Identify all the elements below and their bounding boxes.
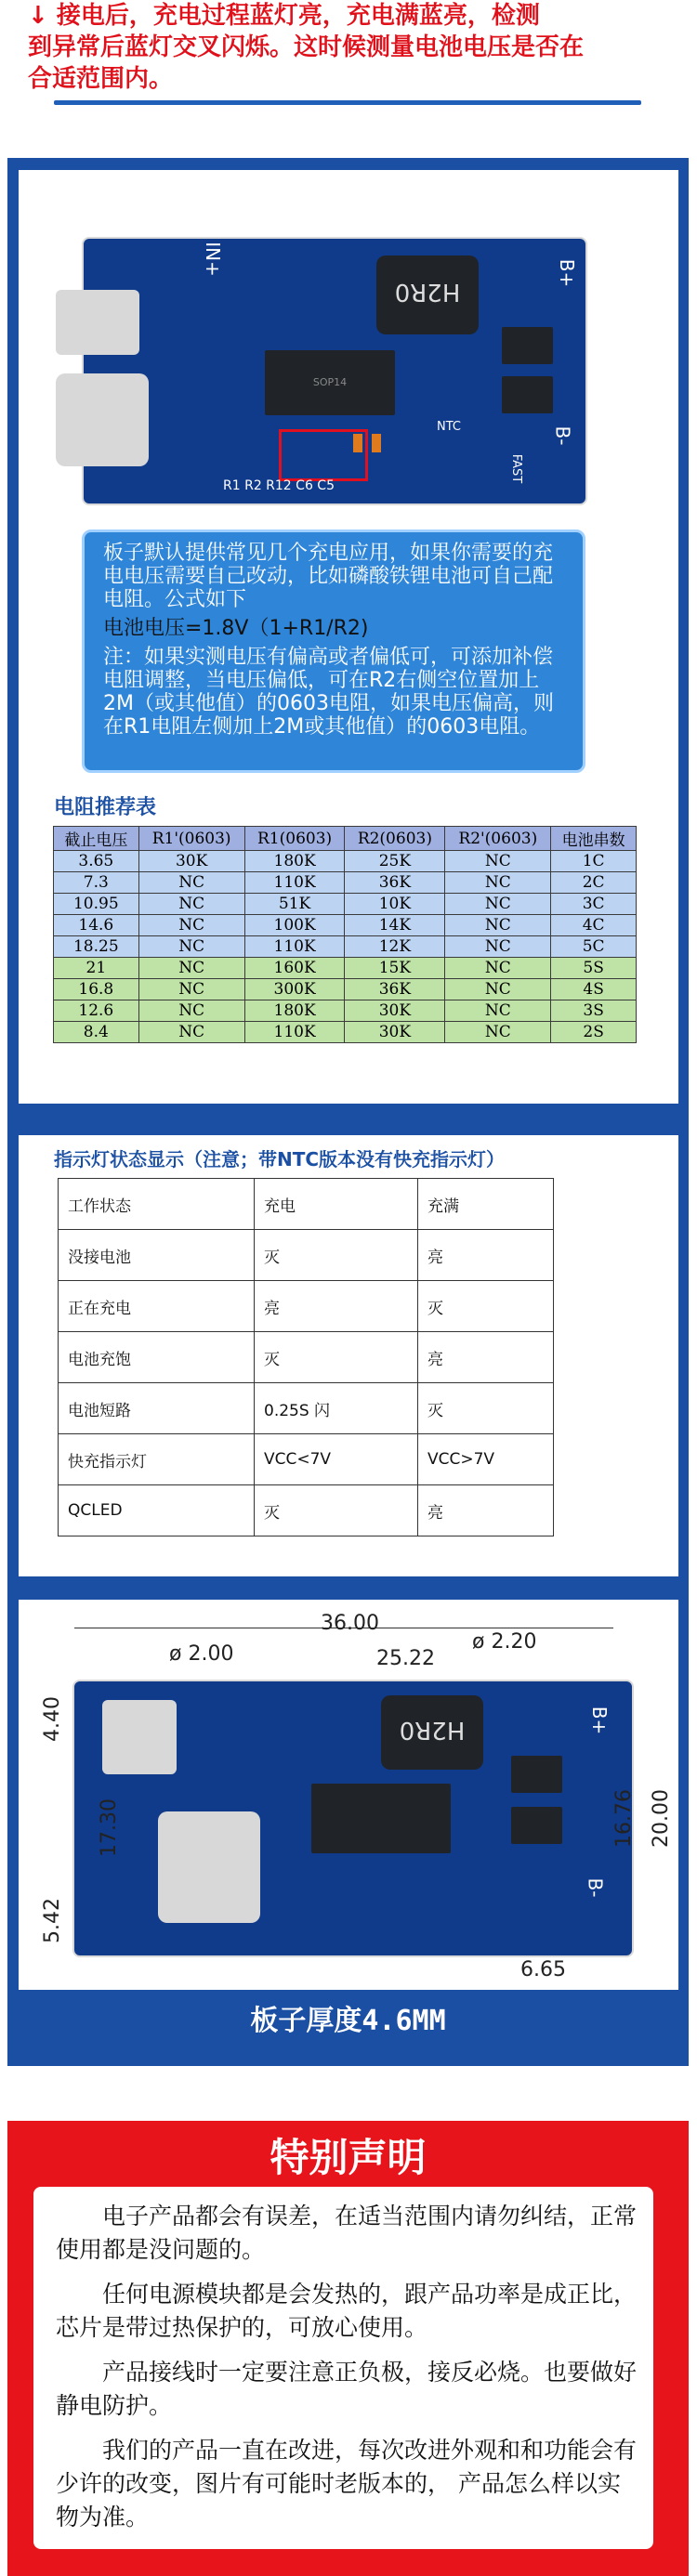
table-cell: 灭 — [255, 1485, 418, 1536]
intro-line-1: ↓ 接电后，充电过程蓝灯亮，充电满蓝亮，检测 — [28, 2, 540, 30]
table-cell: 100K — [244, 915, 345, 936]
table-cell: 充满 — [418, 1179, 554, 1230]
table-row — [54, 1022, 637, 1043]
table-cell: NC — [138, 936, 244, 958]
mosfet-2 — [502, 376, 553, 413]
ic-chip — [311, 1784, 451, 1853]
table-cell: 0.25S 闪 — [255, 1383, 418, 1434]
table-cell: 10K — [345, 894, 445, 915]
usb-micro-port — [56, 290, 139, 355]
dim-right-outer: 20.00 — [649, 1789, 673, 1848]
table-cell: NC — [445, 894, 551, 915]
usb-c-port — [158, 1811, 260, 1923]
table-cell: 灭 — [418, 1281, 554, 1332]
mosfet-1 — [502, 327, 553, 364]
table-cell: 5S — [551, 958, 637, 979]
board-photo-top — [82, 237, 587, 505]
table-cell: 1C — [551, 851, 637, 872]
dim-span: 25.22 — [376, 1647, 435, 1670]
table-cell: 7.3 — [54, 872, 139, 894]
formula-note — [82, 530, 585, 773]
inductor — [376, 255, 479, 334]
table-cell: 灭 — [255, 1230, 418, 1281]
ntc-label: NTC — [437, 420, 461, 434]
table-cell: NC — [445, 958, 551, 979]
header-cell: 截止电压 — [54, 827, 139, 851]
status-table-title: 指示灯状态显示（注意；带NTC版本没有快充指示灯） — [54, 1148, 506, 1170]
b-plus-label: B+ — [588, 1706, 612, 1735]
table-cell: 12K — [345, 936, 445, 958]
table-row — [59, 1230, 554, 1281]
table-cell: 亮 — [418, 1485, 554, 1536]
table-cell: 160K — [244, 958, 345, 979]
dim-bottom: 6.65 — [520, 1958, 566, 1981]
table-cell: 5C — [551, 936, 637, 958]
table-cell: 25K — [345, 851, 445, 872]
table-cell: 36K — [345, 872, 445, 894]
board-photo-dimensions — [72, 1680, 634, 1957]
table-cell: NC — [138, 1000, 244, 1022]
resistor-table — [53, 826, 637, 1043]
table-cell: NC — [138, 894, 244, 915]
mosfet-2 — [511, 1807, 562, 1844]
table-row — [54, 958, 637, 979]
table-row — [59, 1383, 554, 1434]
ic-label: SOP14 — [312, 376, 348, 388]
table-cell: 4S — [551, 979, 637, 1000]
dim-left-bottom: 5.42 — [40, 1898, 64, 1943]
table-row — [54, 872, 637, 894]
table-cell: NC — [445, 1000, 551, 1022]
table-cell: 3.65 — [54, 851, 139, 872]
table-cell: 30K — [345, 1000, 445, 1022]
table-cell: 正在充电 — [59, 1281, 255, 1332]
in-plus-label: IN+ — [201, 242, 224, 277]
table-cell: 快充指示灯 — [59, 1434, 255, 1485]
table-cell: NC — [445, 915, 551, 936]
table-cell: NC — [445, 851, 551, 872]
b-minus-label: B- — [551, 425, 574, 446]
table-cell: 8.4 — [54, 1022, 139, 1043]
table-cell: 亮 — [418, 1230, 554, 1281]
mosfet-1 — [511, 1756, 562, 1793]
header-cell: 电池串数 — [551, 827, 637, 851]
declaration-paragraph: 电子产品都会有误差，在适当范围内请勿纠结，正常使用都是没问题的。 — [56, 2203, 638, 2263]
table-cell: NC — [138, 958, 244, 979]
intro-line-3: 合适范围内。 — [28, 65, 174, 93]
declaration-paragraph: 产品接线时一定要注意正负极，接反必烧。也要做好静电防护。 — [56, 2359, 638, 2419]
table-cell: VCC<7V — [255, 1434, 418, 1485]
ic-chip — [265, 350, 395, 415]
resistor-labels: R1 R2 R12 C6 C5 — [223, 478, 335, 493]
table-cell: NC — [445, 936, 551, 958]
b-plus-label: B+ — [556, 258, 579, 288]
table-cell: 36K — [345, 979, 445, 1000]
inductor — [381, 1695, 483, 1770]
table-row — [54, 851, 637, 872]
declaration-paragraph: 我们的产品一直在改进，每次改进外观和和功能会有少许的改变，图片有可能时老版本的， 产品怎么样以实物为准。 — [56, 2437, 638, 2530]
table-cell: 灭 — [418, 1383, 554, 1434]
formula: 电池电压=1.8V（1+R1/R2) — [103, 617, 369, 640]
header-cell: R2'(0603) — [445, 827, 551, 851]
dim-width: 36.00 — [321, 1612, 379, 1635]
table-cell: 30K — [345, 1022, 445, 1043]
table-row — [54, 915, 637, 936]
led-orange — [372, 434, 381, 452]
header-cell: R1(0603) — [244, 827, 345, 851]
declaration-title: 特别声明 — [270, 2135, 427, 2180]
table-cell: NC — [138, 1022, 244, 1043]
table-cell: NC — [138, 979, 244, 1000]
table-row — [54, 979, 637, 1000]
table-cell: NC — [445, 979, 551, 1000]
table-cell: 电池充饱 — [59, 1332, 255, 1383]
table-cell: 10.95 — [54, 894, 139, 915]
table-cell: 充电 — [255, 1179, 418, 1230]
dim-hole-left: ø 2.00 — [169, 1642, 234, 1666]
table-cell: 15K — [345, 958, 445, 979]
table-cell: 电池短路 — [59, 1383, 255, 1434]
dim-left-top: 4.40 — [40, 1696, 64, 1742]
resistor-table-title: 电阻推荐表 — [54, 796, 157, 819]
highlight-box — [279, 429, 368, 481]
status-table — [58, 1178, 554, 1536]
table-cell: 110K — [244, 936, 345, 958]
table-cell: 2C — [551, 872, 637, 894]
inductor-label: H2R0 — [394, 278, 461, 306]
table-cell: NC — [138, 915, 244, 936]
dim-hole-right: ø 2.20 — [472, 1630, 537, 1654]
table-row — [59, 1485, 554, 1536]
table-row — [59, 1179, 554, 1230]
table-cell: 180K — [244, 1000, 345, 1022]
dim-right-inner: 16.76 — [612, 1789, 636, 1848]
table-cell: 12.6 — [54, 1000, 139, 1022]
table-cell: 灭 — [255, 1332, 418, 1383]
table-cell: 16.8 — [54, 979, 139, 1000]
declaration-body — [33, 2187, 653, 2549]
table-cell: 没接电池 — [59, 1230, 255, 1281]
divider — [54, 100, 641, 105]
table-row — [59, 1281, 554, 1332]
table-row — [54, 894, 637, 915]
intro-text — [28, 0, 669, 95]
table-cell: NC — [138, 872, 244, 894]
table-header-row — [54, 827, 637, 851]
header-cell: R2(0603) — [345, 827, 445, 851]
table-cell: 180K — [244, 851, 345, 872]
table-cell: 2S — [551, 1022, 637, 1043]
table-cell: 14.6 — [54, 915, 139, 936]
table-cell: 4C — [551, 915, 637, 936]
table-cell: 110K — [244, 872, 345, 894]
table-cell: QCLED — [59, 1485, 255, 1536]
table-row — [54, 1000, 637, 1022]
inductor-label: H2R0 — [399, 1716, 466, 1744]
table-cell: 14K — [345, 915, 445, 936]
table-cell: NC — [445, 1022, 551, 1043]
table-cell: 3S — [551, 1000, 637, 1022]
table-cell: 30K — [138, 851, 244, 872]
b-minus-label: B- — [584, 1877, 607, 1898]
table-cell: 18.25 — [54, 936, 139, 958]
table-cell: 51K — [244, 894, 345, 915]
table-cell: NC — [445, 872, 551, 894]
table-cell: 3C — [551, 894, 637, 915]
table-cell: 300K — [244, 979, 345, 1000]
dim-left-mid: 17.30 — [97, 1798, 121, 1857]
fast-label: FAST — [509, 453, 524, 484]
table-row — [59, 1434, 554, 1485]
table-cell: 亮 — [255, 1281, 418, 1332]
table-cell: 110K — [244, 1022, 345, 1043]
thickness-caption: 板子厚度4.6MM — [250, 2005, 446, 2037]
intro-line-2: 到异常后蓝灯交叉闪烁。这时候测量电池电压是否在 — [28, 33, 585, 61]
declaration-paragraph: 任何电源模块都是会发热的，跟产品功率是成正比，芯片是带过热保护的，可放心使用。 — [56, 2281, 638, 2341]
table-cell: VCC>7V — [418, 1434, 554, 1485]
header-cell: R1'(0603) — [138, 827, 244, 851]
table-row — [54, 936, 637, 958]
table-cell: 21 — [54, 958, 139, 979]
table-row — [59, 1332, 554, 1383]
table-cell: 工作状态 — [59, 1179, 255, 1230]
table-cell: 亮 — [418, 1332, 554, 1383]
usb-micro-port — [102, 1700, 177, 1774]
note-paragraph-1: 板子默认提供常见几个充电应用，如果你需要的充电电压需要自己改动，比如磷酸铁锂电池可自己配电阻。公式如下 — [103, 542, 554, 611]
note-paragraph-2: 注：如果实测电压有偏高或者偏低可，可添加补偿电阻调整，当电压偏低，可在R2右侧空位置加上2M（或其他值）的0603电阻，如果电压偏高，则在R1电阻左侧加上2M或其他值）的0603电阻。 — [103, 646, 554, 739]
usb-c-port — [56, 373, 149, 466]
